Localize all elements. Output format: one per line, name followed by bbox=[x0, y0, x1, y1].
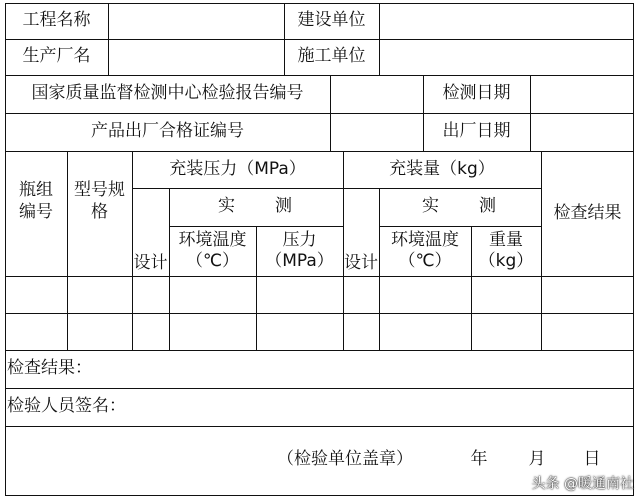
h-line-top bbox=[5, 3, 634, 4]
v-line-t-8 bbox=[541, 151, 542, 350]
builder-unit-label: 施工单位 bbox=[297, 46, 366, 67]
report-number-field[interactable] bbox=[330, 75, 423, 113]
data-cell[interactable] bbox=[5, 313, 67, 350]
h-line-4 bbox=[5, 151, 634, 152]
data-cell[interactable] bbox=[169, 313, 256, 350]
manufacturer-field[interactable] bbox=[108, 39, 284, 75]
data-cell[interactable] bbox=[132, 276, 169, 313]
pressure-header: 充装压力（MPa） bbox=[169, 158, 306, 179]
data-cell[interactable] bbox=[471, 276, 541, 313]
v-line-t-2 bbox=[132, 151, 133, 350]
factory-date-label: 出厂日期 bbox=[442, 121, 511, 142]
data-cell[interactable] bbox=[5, 276, 67, 313]
pressure-ambient-temp-header bbox=[169, 226, 256, 276]
inspection-result-label: 检查结果： bbox=[7, 358, 92, 379]
certificate-number-field[interactable] bbox=[330, 113, 423, 151]
inspector-signature-label: 检验人员签名： bbox=[7, 396, 126, 417]
data-cell[interactable] bbox=[343, 276, 379, 313]
v-line-t-4 bbox=[256, 226, 257, 350]
data-cell[interactable] bbox=[343, 313, 379, 350]
bottle-id-header-text: 瓶组编号 bbox=[18, 180, 53, 222]
fill-weight-header bbox=[471, 226, 541, 276]
builder-unit-field[interactable] bbox=[379, 39, 634, 75]
pressure-design-text: 设计 bbox=[133, 252, 168, 273]
h-line-6 bbox=[5, 313, 634, 314]
fill-weight-label: 重量 bbox=[489, 229, 523, 250]
fill-ambient-temp-unit: （℃） bbox=[398, 251, 452, 271]
pressure-value-header bbox=[256, 226, 343, 276]
data-cell[interactable] bbox=[169, 276, 256, 313]
test-date-field[interactable] bbox=[530, 75, 634, 113]
data-cell[interactable] bbox=[256, 276, 343, 313]
inspection-unit-seal-label: （检验单位盖章） bbox=[277, 449, 413, 470]
construction-unit-field[interactable] bbox=[379, 3, 634, 39]
v-line-t-6 bbox=[379, 188, 380, 350]
data-cell[interactable] bbox=[256, 313, 343, 350]
data-cell[interactable] bbox=[471, 313, 541, 350]
v-line-r12-b bbox=[284, 3, 285, 75]
pressure-ambient-temp-label: 环境温度 bbox=[178, 229, 247, 250]
date-day-label: 日 bbox=[583, 449, 601, 470]
v-line-r12-c bbox=[379, 3, 380, 75]
h-line-5 bbox=[5, 276, 634, 277]
report-number-label: 国家质量监督检测中心检验报告编号 bbox=[31, 83, 304, 104]
v-line-r12-a bbox=[108, 3, 109, 75]
v-line-t-5 bbox=[343, 151, 344, 350]
manufacturer-label: 生产厂名 bbox=[22, 46, 91, 67]
h-line-8 bbox=[5, 388, 634, 389]
h-line-3 bbox=[5, 113, 634, 114]
test-date-label: 检测日期 bbox=[442, 83, 511, 104]
data-cell[interactable] bbox=[541, 313, 634, 350]
date-month-label: 月 bbox=[528, 449, 546, 470]
data-cell[interactable] bbox=[67, 313, 132, 350]
v-line-r34-a bbox=[330, 75, 331, 151]
data-cell[interactable] bbox=[132, 313, 169, 350]
project-name-label: 工程名称 bbox=[22, 10, 91, 31]
h-line-1 bbox=[5, 39, 634, 40]
project-name-field[interactable] bbox=[108, 3, 284, 39]
fill-design-label bbox=[343, 188, 379, 276]
h-line-pressure bbox=[132, 188, 541, 189]
fill-ambient-temp-label: 环境温度 bbox=[391, 229, 459, 250]
certificate-number-label: 产品出厂合格证编号 bbox=[91, 121, 244, 142]
h-line-bottom bbox=[5, 495, 634, 496]
pressure-ambient-temp-unit: （℃） bbox=[185, 251, 240, 271]
pressure-design-label bbox=[132, 188, 169, 276]
fill-amount-header: 充装量（kg） bbox=[389, 158, 495, 179]
h-line-9 bbox=[5, 426, 634, 427]
h-line-7 bbox=[5, 350, 634, 351]
v-line-right bbox=[633, 3, 634, 496]
construction-unit-label: 建设单位 bbox=[297, 10, 366, 31]
v-line-t-7 bbox=[471, 226, 472, 350]
pressure-value-unit: （MPa） bbox=[265, 251, 334, 271]
fill-ambient-temp-header bbox=[379, 226, 471, 276]
watermark-text: 头条 @暖通南社 bbox=[531, 476, 634, 492]
factory-date-field[interactable] bbox=[530, 113, 634, 151]
data-cell[interactable] bbox=[67, 276, 132, 313]
date-year-label: 年 bbox=[470, 449, 488, 470]
data-cell[interactable] bbox=[379, 276, 471, 313]
fill-design-text: 设计 bbox=[344, 252, 378, 273]
data-cell[interactable] bbox=[541, 276, 634, 313]
pressure-value-label: 压力 bbox=[282, 229, 317, 250]
v-line-t-3 bbox=[169, 188, 170, 350]
model-spec-header-text: 型号规格 bbox=[74, 180, 125, 222]
model-spec-header bbox=[67, 151, 132, 276]
v-line-r34-c bbox=[530, 75, 531, 151]
check-result-header: 检查结果 bbox=[553, 202, 622, 223]
bottle-id-header bbox=[5, 151, 67, 276]
h-line-measured-2 bbox=[379, 226, 541, 227]
v-line-r34-b bbox=[423, 75, 424, 151]
fill-measured-label: 实 测 bbox=[422, 196, 498, 217]
v-line-left bbox=[5, 3, 6, 496]
data-cell[interactable] bbox=[379, 313, 471, 350]
pressure-measured-label: 实 测 bbox=[218, 196, 294, 217]
h-line-2 bbox=[5, 75, 634, 76]
fill-weight-unit: （kg） bbox=[478, 251, 534, 271]
v-line-t-1 bbox=[67, 151, 68, 350]
